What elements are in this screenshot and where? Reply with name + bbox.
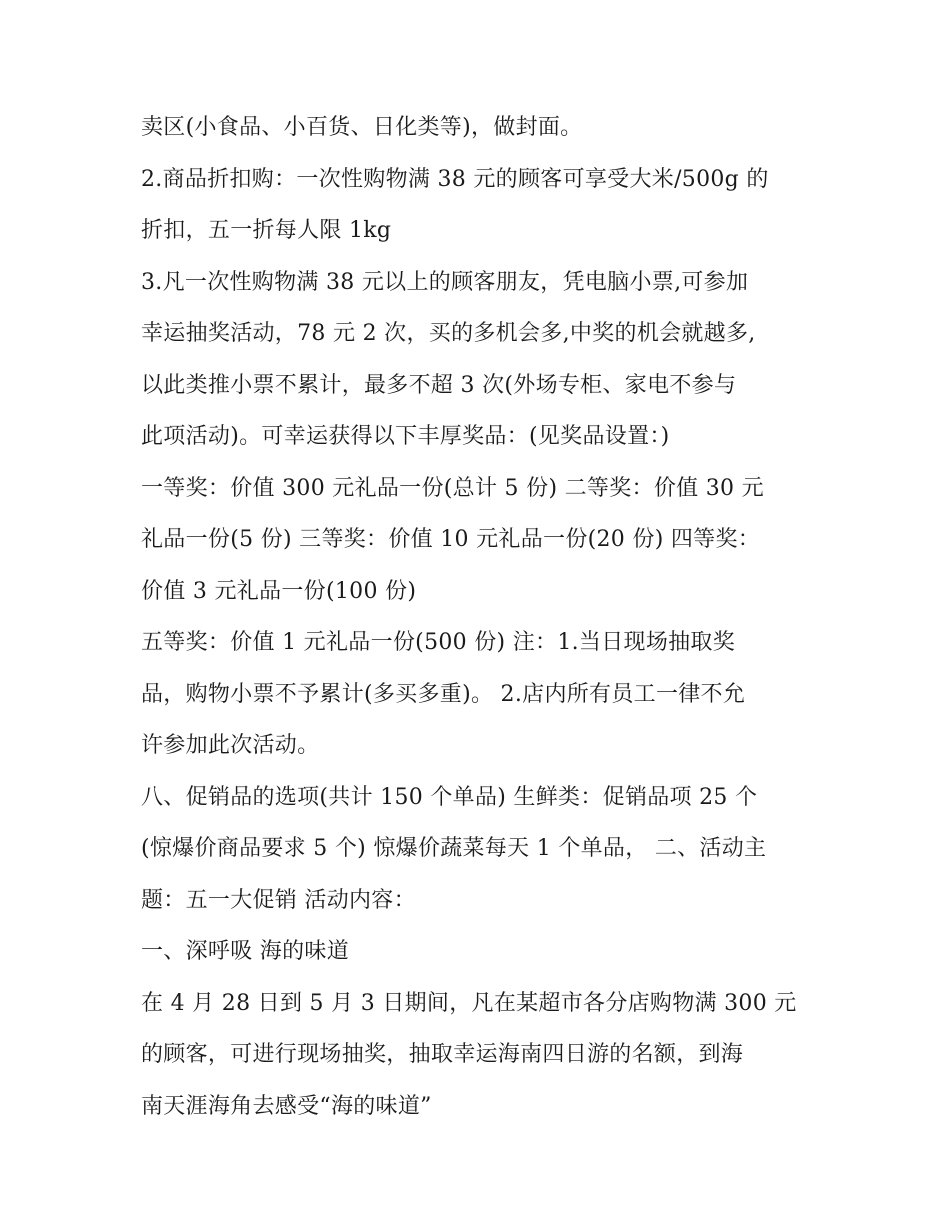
text-line: (惊爆价商品要求 5 个) 惊爆价蔬菜每天 1 个单品， 二、活动主 (141, 836, 767, 861)
text-line: 卖区(小食品、小百货、日化类等)，做封面。 (141, 115, 583, 140)
text-line: 此项活动)。可幸运获得以下丰厚奖品：(见奖品设置：) (141, 424, 670, 449)
document-page (141, 108, 821, 1138)
text-line: 一等奖：价值 300 元礼品一份(总计 5 份) 二等奖：价值 30 元 (141, 475, 764, 501)
text-line: 五等奖：价值 1 元礼品一份(500 份) 注：1.当日现场抽取奖 (141, 630, 736, 655)
text-line: 礼品一份(5 份) 三等奖：价值 10 元礼品一份(20 份) 四等奖： (141, 527, 761, 552)
text-line: 题：五一大促销 活动内容： (141, 887, 416, 913)
text-line: 在 4 月 28 日到 5 月 3 日期间，凡在某超市各分店购物满 300 元 (141, 990, 797, 1016)
text-line: 许参加此次活动。 (141, 733, 320, 758)
text-line: 3.凡一次性购物满 38 元以上的顾客朋友，凭电脑小票,可参加 (141, 269, 749, 295)
text-line: 一、深呼吸 海的味道 (141, 939, 349, 964)
text-line: 品，购物小票不予累计(多买多重)。 2.店内所有员工一律不允 (141, 681, 746, 707)
text-line: 折扣，五一折每人限 1kg (141, 218, 392, 243)
text-line: 八、促销品的选项(共计 150 个单品) 生鲜类：促销品项 25 个 (141, 784, 758, 810)
text-line: 以此类推小票不累计，最多不超 3 次(外场专柜、家电不参与 (141, 372, 737, 398)
text-line: 幸运抽奖活动，78 元 2 次，买的多机会多,中奖的机会就越多, (141, 321, 756, 346)
text-line: 的顾客，可进行现场抽奖，抽取幸运海南四日游的名额，到海 (141, 1042, 744, 1067)
text-line: 价值 3 元礼品一份(100 份) (141, 578, 417, 604)
text-line: 2.商品折扣购：一次性购物满 38 元的顾客可享受大米/500g 的 (141, 166, 769, 192)
text-line: 南天涯海角去感受“海的味道” (141, 1093, 432, 1119)
